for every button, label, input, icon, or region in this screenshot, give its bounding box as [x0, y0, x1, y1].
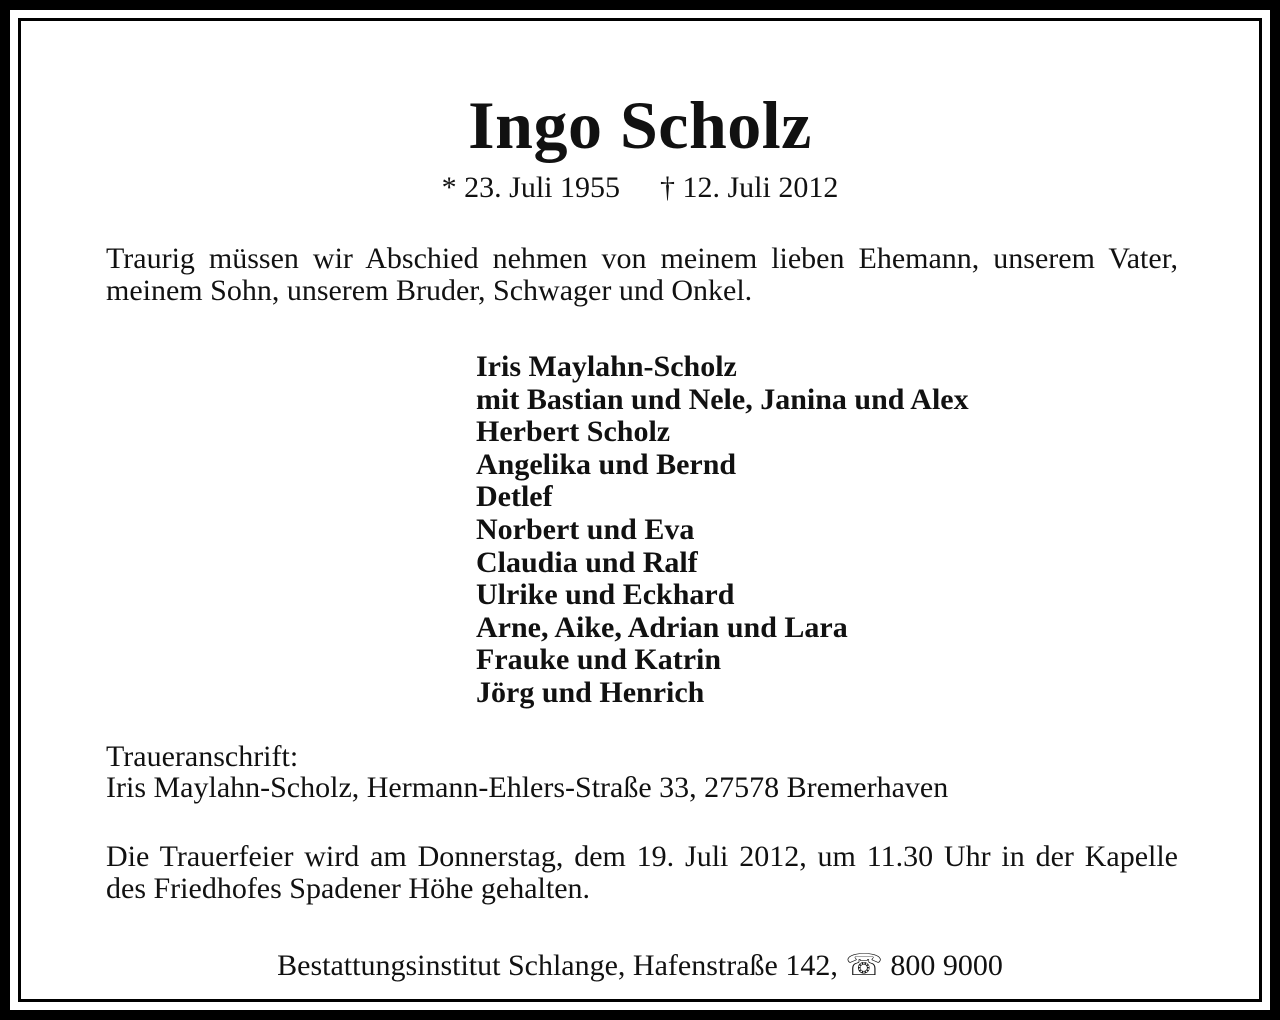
mourning-address: [106, 741, 948, 803]
ceremony-text: Die Trauerfeier wird am Donnerstag, dem 19. Juli 2012, um 11.30 Uhr in der Kapelle des Friedhofes Spadener Höhe gehalten.: [106, 840, 1178, 905]
mourner-item: Herbert Scholz: [476, 415, 671, 449]
mourner-item: Norbert und Eva: [476, 512, 695, 546]
mourner-item: mit Bastian und Nele, Janina und Alex: [476, 382, 969, 416]
funeral-home: Bestattungsinstitut Schlange, Hafenstraße 142,: [277, 949, 838, 982]
mourner-item: Frauke und Katrin: [476, 643, 722, 677]
mourner-item: Claudia und Ralf: [476, 545, 698, 579]
mourner-item: Arne, Aike, Adrian und Lara: [476, 610, 848, 644]
notice-border: [18, 18, 1262, 1002]
address-text: Iris Maylahn-Scholz, Hermann-Ehlers-Straße 33, 27578 Bremerhaven: [106, 771, 949, 804]
telephone-icon: ☏: [845, 949, 883, 982]
funeral-home-phone: 800 9000: [890, 949, 1003, 982]
life-dates: [21, 171, 1259, 204]
obituary-notice: [10, 10, 1270, 1010]
deceased-name: Ingo Scholz: [468, 87, 812, 163]
death-date: † 12. Juli 2012: [660, 171, 839, 204]
address-label: Traueranschrift:: [106, 740, 299, 773]
mourner-item: Angelika und Bernd: [476, 447, 737, 481]
mourner-item: Jörg und Henrich: [476, 675, 705, 709]
mourners-list: [476, 351, 969, 710]
intro-text: Traurig müssen wir Abschied nehmen von meinem lieben Ehemann, unserem Vater, meinem Sohn, unserem Bruder, Schwager und Onkel.: [106, 242, 1178, 307]
mourner-item: Ulrike und Eckhard: [476, 578, 735, 612]
mourner-item: Detlef: [476, 480, 553, 514]
funeral-home-line: [21, 949, 1259, 982]
birth-date: * 23. Juli 1955: [441, 171, 620, 204]
mourner-item: Iris Maylahn-Scholz: [476, 350, 737, 383]
